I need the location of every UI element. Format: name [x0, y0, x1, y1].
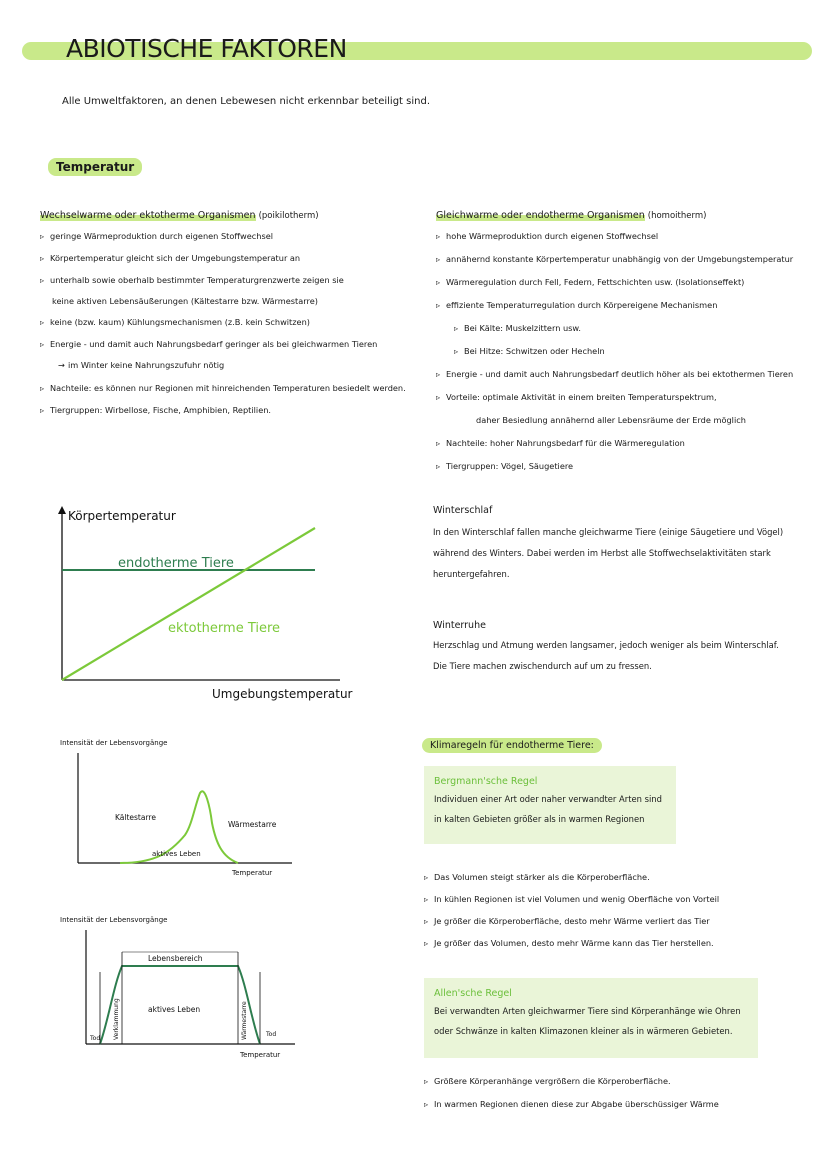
- list-item: ▹ geringe Wärmeproduktion durch eigenen Stoffwechsel: [40, 231, 274, 241]
- list-item: ▹ hohe Wärmeproduktion durch eigenen Stoffwechsel: [436, 231, 659, 241]
- list-item: ▹ Tiergruppen: Wirbellose, Fische, Amphibien, Reptilien.: [40, 405, 272, 415]
- intro-text: Alle Umweltfaktoren, an denen Lebewesen nicht erkennbar beteiligt sind.: [62, 96, 430, 107]
- left-list: [40, 231, 406, 416]
- list-item: → im Winter keine Nahrungszufuhr nötig: [58, 360, 225, 370]
- section-label: Temperatur: [48, 160, 142, 174]
- activity-graph: [60, 735, 300, 885]
- right-heading: Gleichwarme oder endotherme Organismen (homoitherm): [436, 210, 707, 221]
- winterschlaf-line: während des Winters. Dabei werden im Herbst alle Stoffwechselaktivitäten stark: [433, 548, 771, 558]
- bergmann-list: [424, 872, 719, 949]
- left-heading: Wechselwarme oder ektotherme Organismen (poikilotherm): [40, 210, 319, 221]
- list-item: ▹ keine (bzw. kaum) Kühlungsmechanismen (z.B. kein Schwitzen): [40, 317, 310, 327]
- graph2-center-label: aktives Leben: [152, 850, 201, 858]
- right-list: [436, 231, 793, 472]
- list-item: ▹ Körpertemperatur gleicht sich der Umgebungstemperatur an: [40, 253, 301, 263]
- graph1-ylabel: Körpertemperatur: [68, 509, 176, 523]
- bergmann-box: [424, 766, 676, 844]
- list-item: ▹ Wärmeregulation durch Fell, Federn, Fettschichten usw. (Isolationseffekt): [436, 277, 745, 287]
- graph3-xlabel: Temperatur: [240, 1051, 281, 1059]
- list-item: ▹ Energie - und damit auch Nahrungsbedarf deutlich höher als bei ektothermen Tieren: [436, 369, 794, 379]
- list-item: ▹ Vorteile: optimale Aktivität in einem breiten Temperaturspektrum,: [436, 392, 717, 402]
- graph3-range-label: Lebensbereich: [148, 954, 203, 963]
- page-title: ABIOTISCHE FAKTOREN: [66, 34, 347, 63]
- winterschlaf-heading: Winterschlaf: [433, 505, 493, 516]
- graph2-ylabel: Intensität der Lebensvorgänge: [60, 739, 168, 747]
- list-item: ▹ Bei Hitze: Schwitzen oder Hecheln: [454, 346, 605, 356]
- graph1-endo-label: endotherme Tiere: [118, 556, 234, 571]
- bergmann-title: Bergmann'sche Regel: [434, 776, 538, 787]
- list-item: daher Besiedlung annähernd aller Lebensräume der Erde möglich: [476, 415, 746, 425]
- graph3-left-vlabel: Verklammung: [113, 998, 120, 1040]
- graph1-ekto-label: ektotherme Tiere: [168, 621, 281, 636]
- winterschlaf-line: heruntergefahren.: [433, 569, 510, 579]
- list-item: ▹ Größere Körperanhänge vergrößern die Körperoberfläche.: [424, 1076, 671, 1086]
- list-item: ▹ Je größer die Körperoberfläche, desto mehr Wärme verliert das Tier: [424, 916, 710, 926]
- graph2-left-label: Kältestarre: [115, 813, 156, 822]
- winterschlaf-block: [433, 505, 783, 585]
- list-item: ▹ Bei Kälte: Muskelzittern usw.: [454, 323, 581, 333]
- list-item: ▹ annähernd konstante Körpertemperatur unabhängig von der Umgebungstemperatur: [436, 254, 794, 264]
- list-item: ▹ In kühlen Regionen ist viel Volumen und wenig Oberfläche von Vorteil: [424, 894, 720, 904]
- list-item: ▹ unterhalb sowie oberhalb bestimmter Temperaturgrenzwerte zeigen sie: [40, 275, 344, 285]
- right-column: [436, 210, 793, 472]
- list-item: ▹ Das Volumen steigt stärker als die Körperoberfläche.: [424, 872, 650, 882]
- winterruhe-line: Herzschlag und Atmung werden langsamer, jedoch weniger als beim Winterschlaf.: [433, 640, 779, 650]
- klima-heading: Klimaregeln für endotherme Tiere:: [422, 733, 602, 752]
- allen-line: oder Schwänze in kalten Klimazonen kleiner als in wärmeren Gebieten.: [434, 1026, 733, 1036]
- winterruhe-line: Die Tiere machen zwischendurch auf um zu fressen.: [433, 661, 652, 671]
- graph2-right-label: Wärmestarre: [228, 820, 277, 829]
- winterruhe-block: [433, 620, 779, 677]
- list-item: ▹ Nachteile: hoher Nahrungsbedarf für die Wärmeregulation: [436, 438, 685, 448]
- allen-box: [424, 978, 758, 1058]
- graph3-center-label: aktives Leben: [148, 1005, 201, 1014]
- body-temperature-graph: [40, 500, 370, 705]
- graph2-xlabel: Temperatur: [232, 869, 273, 877]
- winterruhe-heading: Winterruhe: [433, 620, 486, 631]
- winterschlaf-line: In den Winterschlaf fallen manche gleichwarme Tiere (einige Säugetiere und Vögel): [433, 527, 784, 537]
- graph3-right-vlabel: Wärmestarre: [241, 1001, 248, 1040]
- list-item: ▹ In warmen Regionen dienen diese zur Abgabe überschüssiger Wärme: [424, 1099, 719, 1109]
- life-range-graph: [60, 912, 310, 1067]
- left-column: [40, 210, 406, 416]
- allen-line: Bei verwandten Arten gleichwarmer Tiere sind Körperanhänge wie Ohren: [434, 1006, 741, 1016]
- graph1-xlabel: Umgebungstemperatur: [212, 687, 353, 701]
- list-item: ▹ Nachteile: es können nur Regionen mit hinreichenden Temperaturen besiedelt werden.: [40, 383, 406, 393]
- list-item: ▹ Energie - und damit auch Nahrungsbedarf geringer als bei gleichwarmen Tieren: [40, 339, 378, 349]
- allen-title: Allen'sche Regel: [434, 988, 512, 999]
- graph3-tod-left: Tod: [90, 1035, 101, 1042]
- list-item: ▹ Tiergruppen: Vögel, Säugetiere: [436, 461, 574, 471]
- bergmann-line: Individuen einer Art oder naher verwandter Arten sind: [434, 794, 662, 804]
- allen-list: [424, 1076, 719, 1110]
- list-item: keine aktiven Lebensäußerungen (Kältestarre bzw. Wärmestarre): [52, 296, 318, 306]
- list-item: ▹ effiziente Temperaturregulation durch Körpereigene Mechanismen: [436, 300, 718, 310]
- list-item: ▹ Je größer das Volumen, desto mehr Wärme kann das Tier herstellen.: [424, 938, 714, 948]
- graph3-ylabel: Intensität der Lebensvorgänge: [60, 916, 168, 924]
- graph3-tod-right: Tod: [266, 1031, 277, 1038]
- bergmann-line: in kalten Gebieten größer als in warmen Regionen: [434, 814, 645, 824]
